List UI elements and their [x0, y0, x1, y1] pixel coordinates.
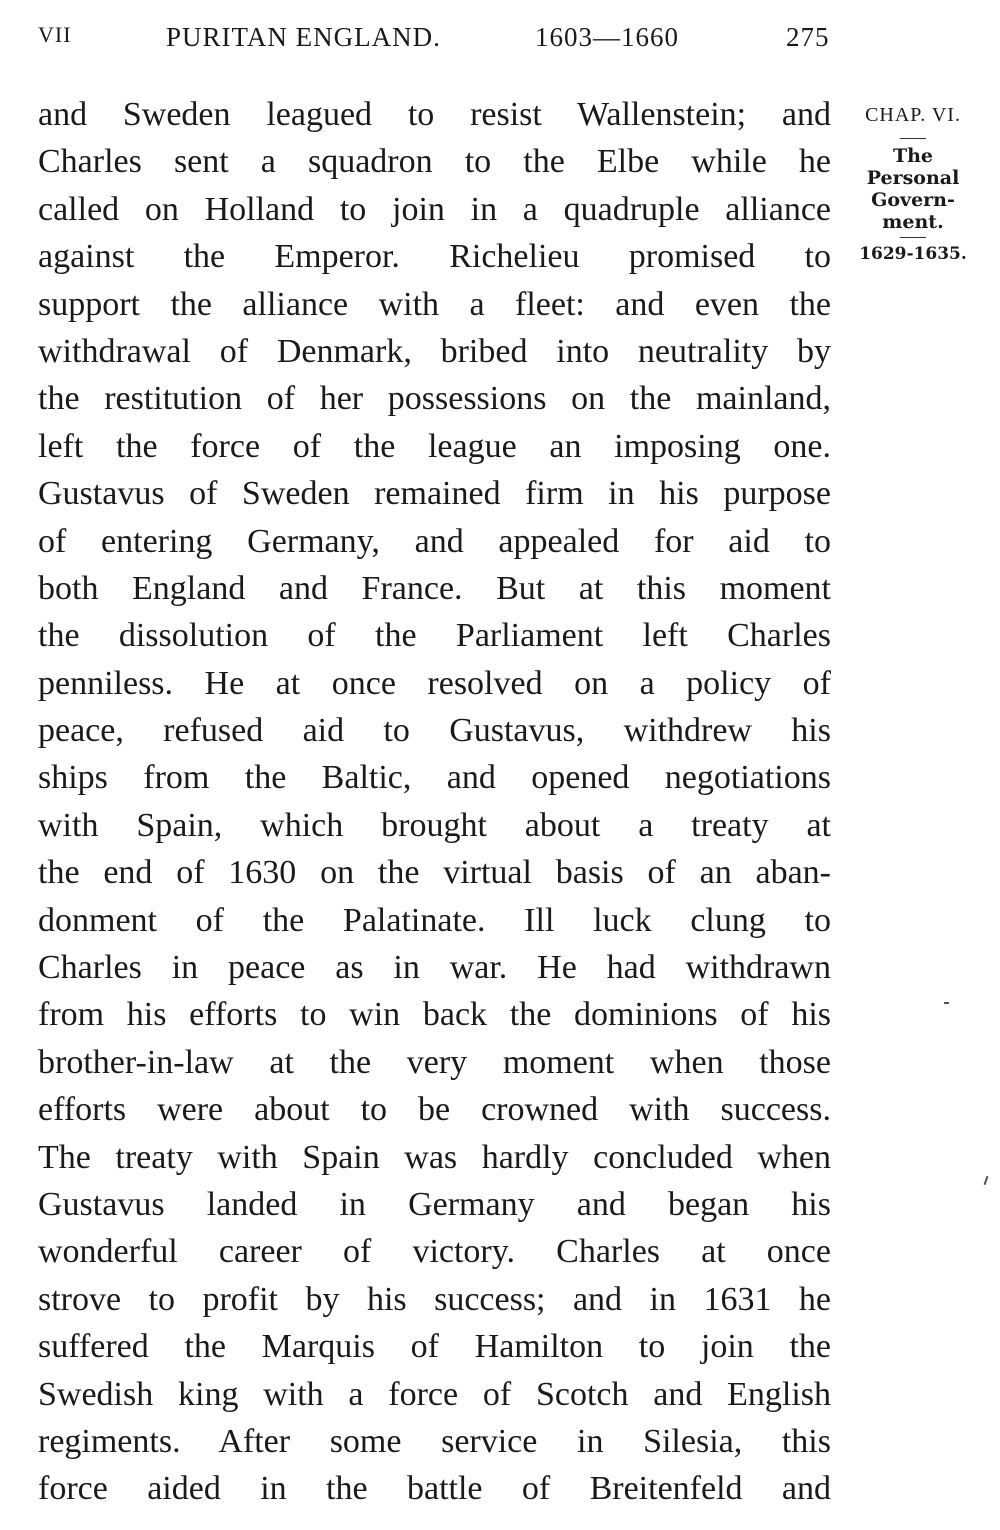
- text-line: efforts were about to be crowned with success.: [38, 1091, 831, 1129]
- text-line: support the alliance with a fleet: and even the: [38, 285, 831, 323]
- text-line: against the Emperor. Richelieu promised to: [38, 238, 831, 276]
- margin-heading-line: ment.: [882, 211, 944, 233]
- header-chapter: VII: [38, 22, 72, 47]
- text-line: both England and France. But at this moment: [38, 569, 831, 607]
- text-line: Gustavus of Sweden remained firm in his purpose: [38, 475, 831, 513]
- margin-rule: [900, 237, 926, 238]
- running-header: [38, 22, 838, 62]
- margin-heading-line: The: [892, 145, 934, 167]
- margin-heading-line: Personal: [866, 167, 960, 189]
- text-line: Charles sent a squadron to the Elbe while he: [38, 143, 831, 181]
- text-line: the restitution of her possessions on the mainland,: [38, 380, 831, 418]
- text-line: Charles in peace as in war. He had withdrawn: [38, 949, 831, 987]
- page-number: 275: [786, 22, 830, 52]
- text-line: from his efforts to win back the dominions of his: [38, 996, 831, 1034]
- text-line: force aided in the battle of Breitenfeld and: [38, 1470, 831, 1508]
- text-line: donment of the Palatinate. Ill luck clung to: [38, 901, 831, 939]
- text-line: called on Holland to join in a quadruple alliance: [38, 190, 831, 228]
- text-line: strove to profit by his success; and in 1631 he: [38, 1280, 831, 1318]
- print-speck: [984, 1176, 989, 1185]
- body-text: [38, 91, 831, 1513]
- text-line: and Sweden leagued to resist Wallenstein; and: [38, 96, 831, 133]
- margin-chapter: CHAP. VI.: [865, 104, 961, 126]
- text-line: penniless. He at once resolved on a policy of: [38, 664, 831, 702]
- text-line: the end of 1630 on the virtual basis of an aban-: [38, 854, 831, 892]
- text-line: Gustavus landed in Germany and began his: [38, 1185, 831, 1223]
- margin-note: [854, 104, 972, 264]
- header-title: PURITAN ENGLAND.: [166, 22, 441, 52]
- text-line: the dissolution of the Parliament left Charles: [38, 617, 831, 655]
- text-line: peace, refused aid to Gustavus, withdrew his: [38, 712, 831, 750]
- text-line: of entering Germany, and appealed for aid to: [38, 522, 831, 560]
- text-line: regiments. After some service in Silesia, this: [38, 1422, 831, 1460]
- print-speck: [944, 1002, 949, 1004]
- margin-rule: [900, 138, 926, 139]
- margin-heading: [854, 145, 972, 233]
- text-line: ships from the Baltic, and opened negotiations: [38, 759, 831, 797]
- text-line: wonderful career of victory. Charles at once: [38, 1233, 831, 1271]
- margin-heading-line: Govern-: [871, 189, 955, 211]
- text-line: The treaty with Spain was hardly concluded when: [38, 1138, 831, 1176]
- text-line: suffered the Marquis of Hamilton to join the: [38, 1328, 831, 1366]
- text-line: withdrawal of Denmark, bribed into neutrality by: [38, 332, 831, 370]
- text-line: Swedish king with a force of Scotch and English: [38, 1375, 831, 1413]
- margin-years: 1629-1635.: [859, 244, 967, 264]
- header-years: 1603—1660: [535, 22, 679, 52]
- text-line: left the force of the league an imposing one.: [38, 427, 831, 465]
- text-line: with Spain, which brought about a treaty at: [38, 806, 831, 844]
- text-line: brother-in-law at the very moment when those: [38, 1043, 831, 1081]
